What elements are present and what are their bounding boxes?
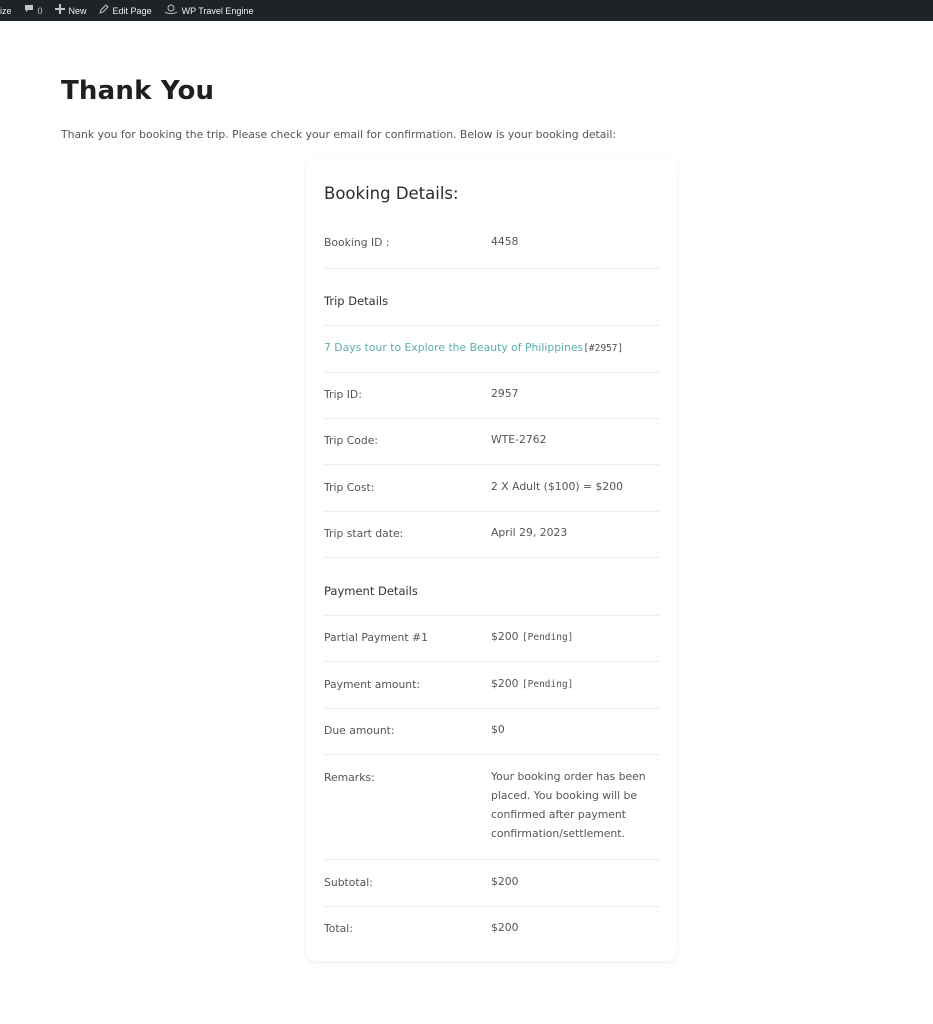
edit-page-menu[interactable]	[99, 4, 152, 17]
due-amount-value: $0	[491, 723, 505, 736]
comment-icon	[24, 4, 34, 17]
trip-details-title: Trip Details	[324, 294, 389, 308]
trip-cost-value: 2 X Adult ($100) = $200	[491, 480, 623, 493]
subtotal-label: Subtotal:	[324, 876, 373, 889]
partial-payment-value-wrap	[491, 627, 659, 647]
partial-payment-value: $200	[491, 630, 519, 643]
wp-travel-engine-menu[interactable]	[164, 4, 254, 17]
payment-amount-label: Payment amount:	[324, 678, 420, 691]
wp-travel-engine-label: WP Travel Engine	[181, 5, 254, 16]
trip-start-row	[324, 527, 659, 558]
subtotal-value: $200	[491, 875, 519, 888]
trip-link-wrap	[324, 341, 623, 354]
trip-cost-label: Trip Cost:	[324, 481, 375, 494]
booking-details-title: Booking Details:	[324, 184, 459, 203]
payment-amount-row	[324, 678, 659, 709]
payment-amount-value: $200	[491, 677, 519, 690]
trip-link-row	[324, 341, 659, 373]
pencil-icon	[99, 4, 109, 17]
booking-id-label: Booking ID :	[324, 236, 390, 249]
due-amount-label: Due amount:	[324, 724, 395, 737]
page-title: Thank You	[61, 76, 215, 106]
plus-icon	[55, 4, 65, 17]
partial-payment-status: [Pending]	[521, 632, 574, 643]
trip-id-label: Trip ID:	[324, 388, 362, 401]
partial-payment-label: Partial Payment #1	[324, 631, 428, 644]
trip-start-label: Trip start date:	[324, 527, 404, 540]
remarks-value: Your booking order has been placed. You booking will be confirmed after payment confirmation/settlement.	[491, 770, 646, 840]
trip-code-row	[324, 434, 659, 465]
trip-code-label: Trip Code:	[324, 434, 379, 447]
due-amount-row	[324, 724, 659, 755]
booking-id-value: 4458	[491, 235, 519, 248]
customize-menu[interactable]	[0, 6, 12, 16]
trip-cost-row	[324, 481, 659, 512]
partial-payment-row	[324, 631, 659, 662]
comments-count: 0	[37, 5, 43, 16]
remarks-label: Remarks:	[324, 771, 375, 784]
trip-code-value: WTE-2762	[491, 433, 547, 446]
payment-details-title: Payment Details	[324, 584, 418, 598]
booking-details-card	[306, 158, 677, 961]
new-content-menu[interactable]	[55, 4, 87, 17]
subtotal-row	[324, 876, 659, 907]
payment-amount-status: [Pending]	[521, 679, 574, 690]
new-label: New	[68, 5, 87, 16]
intro-text: Thank you for booking the trip. Please check your email for confirmation. Below is your booking detail:	[61, 128, 617, 141]
remarks-row	[324, 771, 659, 860]
wte-logo-icon	[164, 4, 178, 17]
total-label: Total:	[324, 922, 353, 935]
trip-link-id: [#2957]	[583, 343, 624, 354]
trip-id-row	[324, 388, 659, 419]
total-value: $200	[491, 921, 519, 934]
payment-amount-value-wrap	[491, 674, 659, 694]
comments-menu[interactable]	[24, 4, 43, 17]
trip-start-value: April 29, 2023	[491, 526, 568, 539]
customize-label: ize	[0, 5, 12, 16]
wp-admin-bar	[0, 0, 933, 21]
total-row	[324, 922, 659, 942]
booking-id-row	[324, 236, 659, 269]
trip-link[interactable]: 7 Days tour to Explore the Beauty of Philippines	[324, 341, 584, 354]
trip-id-value: 2957	[491, 387, 519, 400]
payment-details-heading	[324, 584, 659, 616]
edit-page-label: Edit Page	[112, 5, 152, 16]
trip-details-heading	[324, 294, 659, 326]
